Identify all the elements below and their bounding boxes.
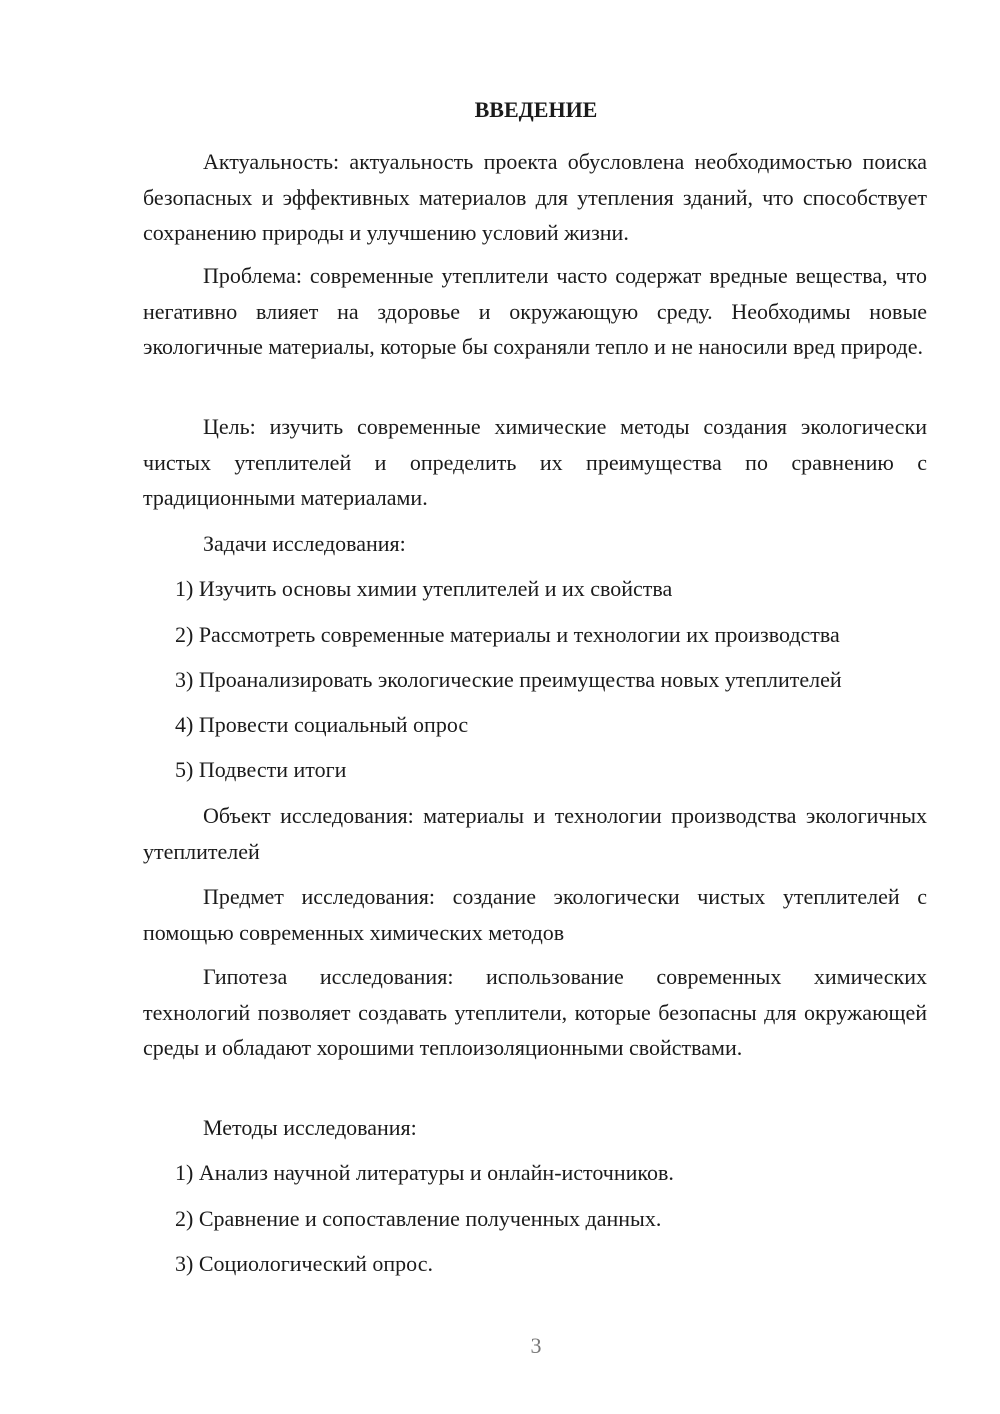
section-heading: ВВЕДЕНИЕ — [474, 97, 598, 122]
hypothesis-paragraph: Гипотеза исследования: использование современных химических технологий позволяет создавать утеплители, которые безопасны для окружающей среды и обладают хорошими теплоизоляционными свойствами. — [143, 964, 927, 1060]
task-item: 5) Подвести итоги — [175, 757, 347, 782]
task-item: 2) Рассмотреть современные материалы и технологии их производства — [175, 622, 840, 647]
relevance-paragraph: Актуальность: актуальность проекта обусловлена необходимостью поиска безопасных и эффективных материалов для утепления зданий, что способствует сохранению природы и улучшению условий жизни. — [143, 149, 927, 245]
method-item: 3) Социологический опрос. — [175, 1251, 433, 1276]
page-number: 3 — [530, 1333, 542, 1358]
goal-paragraph: Цель: изучить современные химические методы создания экологически чистых утеплителей и определить их преимущества по сравнению с традиционными материалами. — [143, 414, 927, 510]
task-item: 3) Проанализировать экологические преимущества новых утеплителей — [175, 667, 842, 692]
object-paragraph: Объект исследования: материалы и технологии производства экологичных утеплителей — [143, 803, 927, 864]
tasks-heading: Задачи исследования: — [203, 531, 406, 556]
task-item: 1) Изучить основы химии утеплителей и их свойства — [175, 576, 673, 601]
methods-heading: Методы исследования: — [203, 1115, 417, 1140]
problem-paragraph: Проблема: современные утеплители часто содержат вредные вещества, что негативно влияет на здоровье и окружающую среду. Необходимы новые экологичные материалы, которые бы сохраняли тепло и не наносили вред природе. — [143, 263, 927, 359]
task-item: 4) Провести социальный опрос — [175, 712, 469, 737]
method-item: 2) Сравнение и сопоставление полученных данных. — [175, 1206, 662, 1231]
subject-paragraph: Предмет исследования: создание экологически чистых утеплителей с помощью современных химических методов — [143, 884, 927, 945]
method-item: 1) Анализ научной литературы и онлайн-источников. — [175, 1160, 674, 1185]
